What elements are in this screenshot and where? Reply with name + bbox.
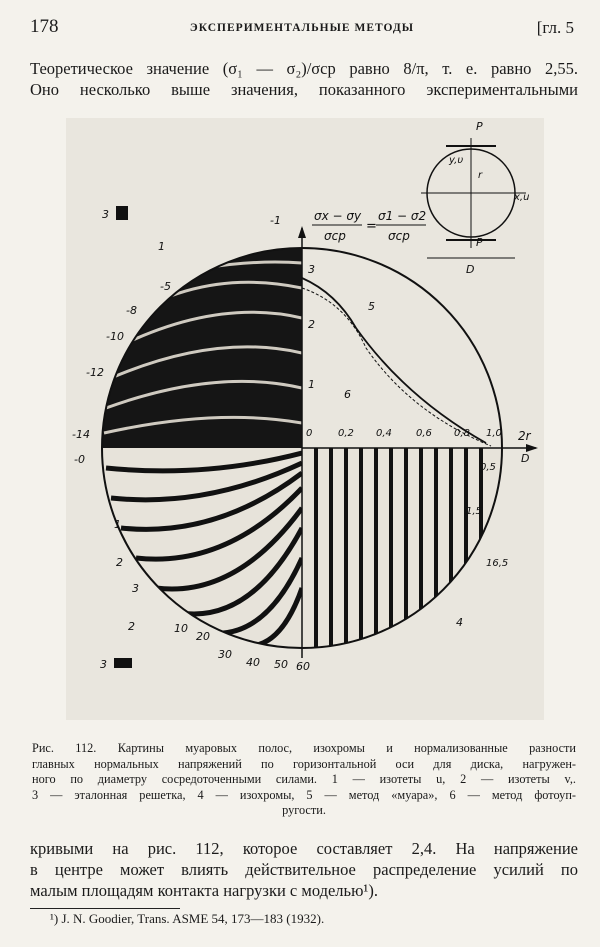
figure-drawing — [66, 118, 544, 720]
svg-text:y,υ: y,υ — [449, 155, 464, 166]
x-tick: 0,2 — [338, 428, 354, 439]
x-tick: 0 — [306, 428, 313, 439]
order-label: 1,5 — [466, 506, 482, 517]
text-line: в центре может влиять действительное распределение усилий по — [30, 860, 578, 879]
caption-line: Рис. 112. Картины муаровых полос, изохромы и нормализованные разности — [32, 741, 576, 755]
order-label: 0,5 — [480, 462, 496, 473]
paragraph-bottom — [30, 838, 578, 901]
fringe-label: 60 — [296, 660, 310, 673]
fringe-label: 1 — [158, 240, 165, 253]
y-tick: 2 — [308, 318, 315, 331]
axis-label-2r: 2r — [518, 429, 531, 443]
fringe-label: 2 — [128, 620, 135, 633]
caption-line: ругости. — [282, 803, 326, 817]
svg-text:P: P — [476, 236, 483, 249]
curve-label-6: 6 — [344, 388, 351, 401]
fringe-label: 1 — [114, 518, 121, 531]
chapter-marker: [гл. 5 — [536, 18, 574, 37]
isochrome-label-4: 4 — [456, 616, 463, 629]
fringe-label: -10 — [106, 330, 124, 343]
x-tick: 0,8 — [454, 428, 470, 439]
caption-line: 3 — эталонная решетка, 4 — изохромы, 5 — метод «муара», 6 — метод фотоуп- — [32, 787, 576, 802]
svg-text:σx − σy: σx − σy — [314, 209, 362, 223]
running-title: ЭКСПЕРИМЕНТАЛЬНЫЕ МЕТОДЫ — [189, 22, 415, 34]
fringe-label: -14 — [72, 428, 90, 441]
fringe-label: 20 — [196, 630, 210, 643]
fringe-label: 40 — [246, 656, 260, 669]
fringe-label: -12 — [86, 366, 104, 379]
fringe-label: 10 — [174, 622, 188, 635]
svg-text:x,u: x,u — [514, 192, 530, 203]
svg-text:D: D — [466, 263, 475, 276]
svg-text:=: = — [366, 219, 377, 234]
text-line: Оно несколько выше значения, показанного экспериментальными — [30, 80, 578, 99]
caption-line: главных нормальных напряжений по горизонтальной оси для диска, нагружен- — [32, 756, 576, 771]
figure-caption — [32, 741, 576, 819]
x-tick: 0,4 — [376, 428, 392, 439]
caption-line: ного по диаметру сосредоточенными силами. 1 — изотеты u, 2 — изотеты v,. — [32, 772, 576, 786]
text-line: Теоретическое значение (σ₁ — σ₂)/σср равно 8/π, т. е. равно 2,55. — [30, 59, 578, 78]
svg-text:P: P — [476, 120, 483, 133]
page-number: 178 — [30, 16, 59, 37]
paragraph-top — [30, 58, 578, 100]
fringe-label: 3 — [132, 582, 139, 595]
curve-label-5: 5 — [368, 300, 375, 313]
svg-text:r: r — [478, 170, 483, 181]
x-tick: 0,6 — [416, 428, 432, 439]
fringe-label: 30 — [218, 648, 232, 661]
fringe-label: -8 — [126, 304, 137, 317]
y-tick: 1 — [308, 378, 315, 391]
fringe-label: -1 — [270, 214, 281, 227]
svg-text:σср: σср — [388, 229, 410, 243]
x-tick: 1,0 — [486, 428, 502, 439]
footnote-rule — [30, 908, 180, 909]
figure-112 — [66, 118, 544, 720]
text-line: кривыми на рис. 112, которое составляет 2,4. На напряжение — [30, 839, 578, 858]
fringe-label: -0 — [74, 453, 85, 466]
axis-label-D: D — [521, 452, 530, 465]
svg-text:σср: σср — [324, 229, 346, 243]
text-line: малым площадям контакта нагрузки с моделью¹). — [30, 881, 378, 900]
fringe-label: 50 — [274, 658, 288, 671]
svg-text:σ1 − σ2: σ1 − σ2 — [378, 209, 427, 223]
fringe-label: 2 — [116, 556, 123, 569]
svg-text:3: 3 — [102, 208, 109, 221]
fringe-label: -5 — [160, 280, 171, 293]
footnote: ¹) J. N. Goodier, Trans. ASME 54, 173—183 (1932). — [50, 911, 325, 926]
page-header — [30, 16, 574, 44]
order-label: 16,5 — [486, 558, 509, 569]
svg-text:3: 3 — [100, 658, 107, 671]
y-tick: 3 — [308, 263, 315, 276]
